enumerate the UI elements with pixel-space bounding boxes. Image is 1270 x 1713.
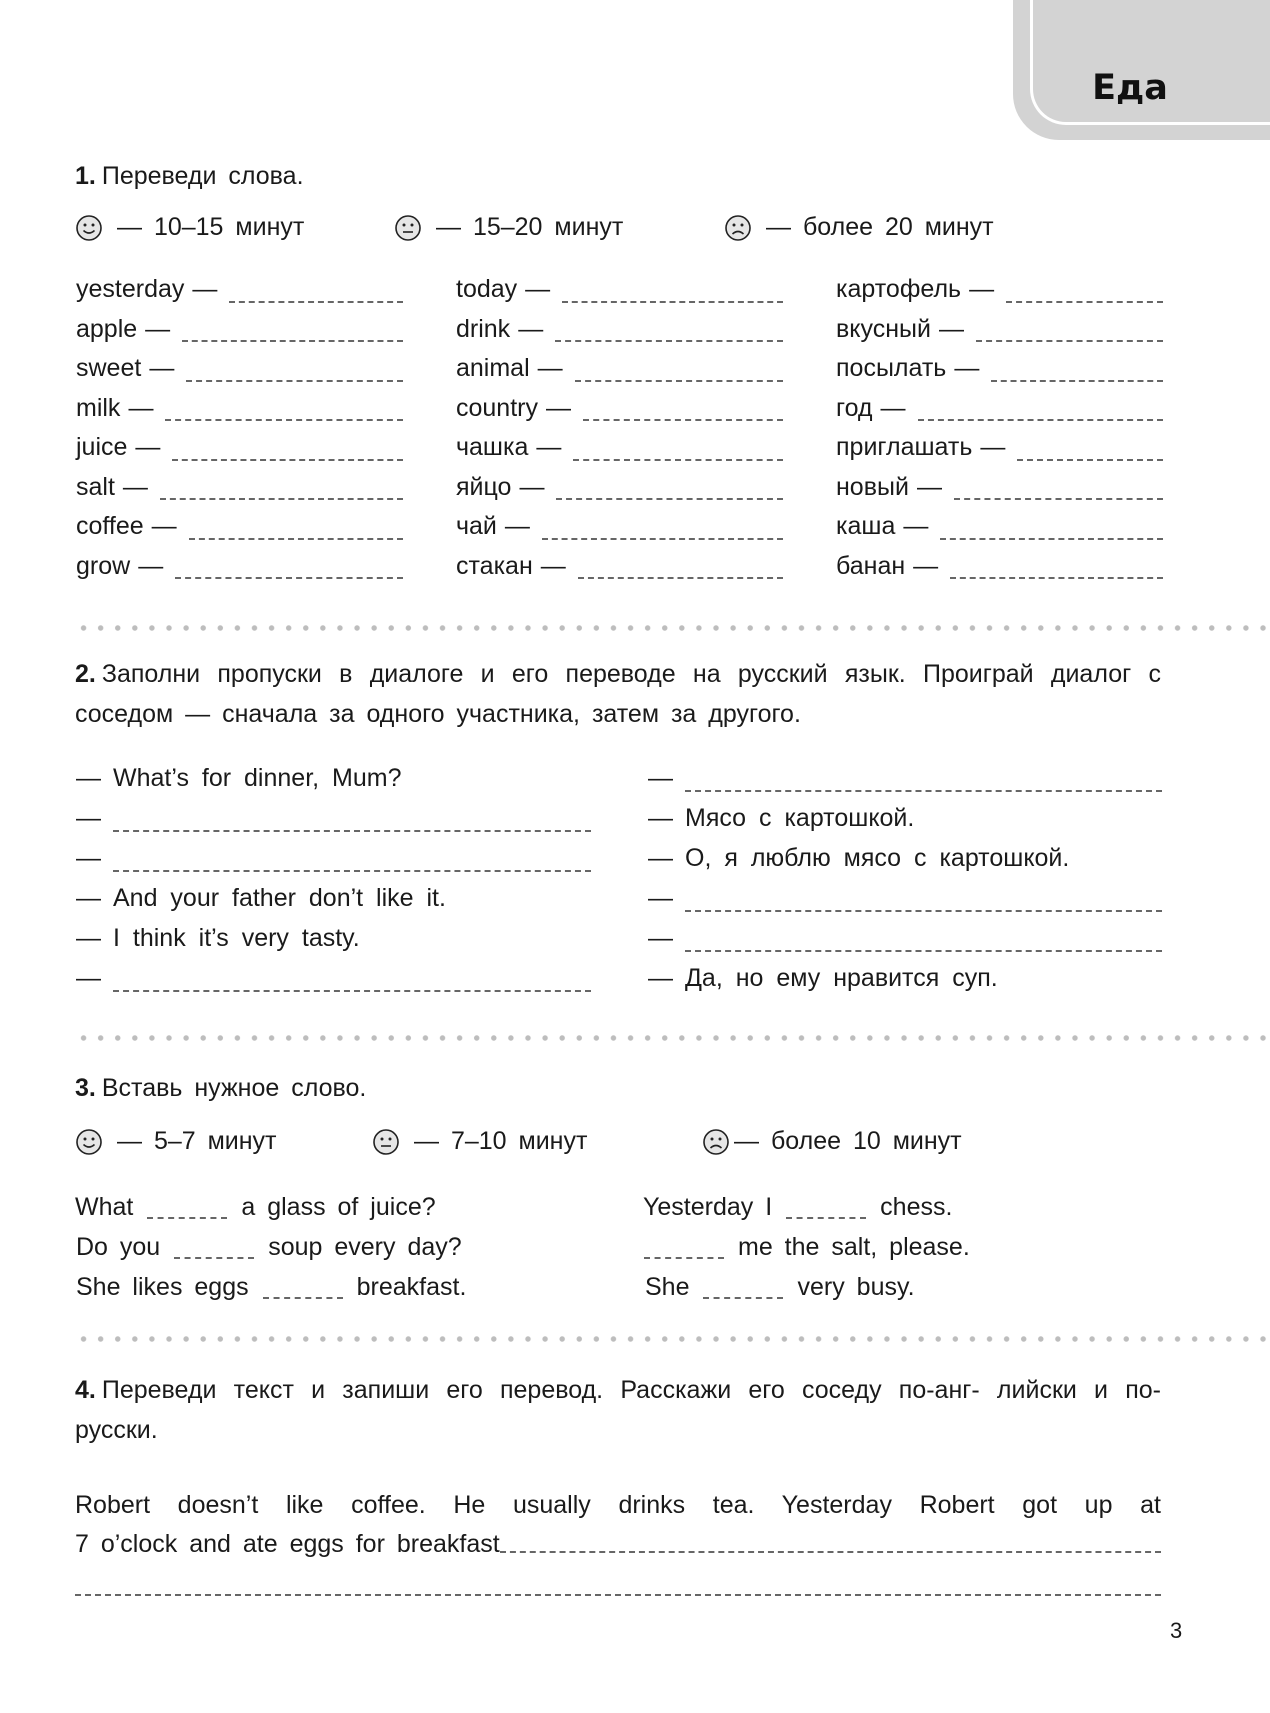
neutral-face-icon [394,214,422,242]
timing-text: — более 20 минут [766,213,994,241]
word-row: чай — [456,512,783,552]
dialogue-line: — What’s for dinner, Mum? [76,764,402,792]
word-row: новый — [836,473,1163,513]
task-1-title [75,156,304,196]
answer-blank[interactable] [991,380,1163,382]
word-row: каша — [836,512,1163,552]
task-2-text: Заполни пропуски в диалоге и его переводе на русский язык. Проиграй диалог с соседом — сначала за одного участника, затем за другого. [75,660,1161,728]
dialogue-line: — Мясо с картошкой. [648,804,915,832]
timing-text: — 10–15 минут [117,213,305,241]
answer-blank[interactable] [950,577,1163,579]
dialogue-line: — О, я люблю мясо с картошкой. [648,844,1070,872]
sad-face-icon [702,1128,730,1156]
task-1-timing-3 [724,213,994,242]
dialogue-line: — I think it’s very tasty. [76,924,360,952]
dialogue-russian [648,764,1162,1004]
word-row: salt — [76,473,403,513]
answer-blank[interactable] [644,1257,724,1259]
word-row: яйцо — [456,473,783,513]
task-1-timing-2 [394,213,623,242]
answer-blank[interactable] [160,498,403,500]
answer-blank[interactable] [229,301,403,303]
dialogue-english [76,764,591,1004]
timing-text: — 5–7 минут [117,1127,277,1155]
task-4-number: 4. [75,1376,96,1404]
answer-blank[interactable] [172,459,403,461]
page-number: 3 [1170,1618,1183,1643]
answer-blank[interactable] [562,301,783,303]
answer-blank[interactable] [1006,301,1163,303]
word-row: today — [456,275,783,315]
dialogue-line: — [648,924,1162,964]
answer-blank[interactable] [555,340,783,342]
answer-line[interactable] [75,1594,1161,1596]
dialogue-line: — [648,884,1162,924]
answer-blank[interactable] [263,1297,343,1299]
answer-blank[interactable] [542,538,783,540]
task-4-text: Переведи текст и запиши его перевод. Расскажи его соседу по-анг- лийски и по-русски. [75,1376,1161,1444]
answer-blank[interactable] [113,830,591,832]
answer-blank[interactable] [182,340,403,342]
word-row: coffee — [76,512,403,552]
timing-text: — 15–20 минут [436,213,624,241]
answer-blank[interactable] [556,498,783,500]
sentence-4: Yesterday I chess. [643,1193,953,1221]
word-row: apple — [76,315,403,355]
answer-blank[interactable] [189,538,403,540]
answer-blank[interactable] [500,1551,1161,1553]
word-row: juice — [76,433,403,473]
answer-blank[interactable] [578,577,783,579]
answer-blank[interactable] [685,910,1162,912]
task-1-text: Переведи слова. [101,162,304,190]
answer-blank[interactable] [583,419,783,421]
dialogue-line: — [648,764,1162,804]
answer-blank[interactable] [1017,459,1163,461]
dialogue-line: — And your father don’t like it. [76,884,446,912]
answer-blank[interactable] [174,1257,254,1259]
word-column-2 [456,275,783,591]
word-row: вкусный — [836,315,1163,355]
page-title: Еда [1092,68,1168,108]
answer-blank[interactable] [113,870,591,872]
smile-icon [75,214,103,242]
sentence-2: Do you soup every day? [76,1233,462,1261]
sentence-6: She very busy. [645,1273,915,1301]
answer-blank[interactable] [976,340,1163,342]
section-divider [75,1335,1270,1343]
answer-blank[interactable] [165,419,403,421]
answer-blank[interactable] [918,419,1163,421]
answer-blank[interactable] [786,1217,866,1219]
answer-blank[interactable] [940,538,1163,540]
timing-text: — 7–10 минут [414,1127,588,1155]
word-row: посылать — [836,354,1163,394]
answer-blank[interactable] [147,1217,227,1219]
word-row: milk — [76,394,403,434]
word-row: drink — [456,315,783,355]
task-3-title [75,1068,366,1108]
task-1-timing-1 [75,213,304,242]
word-row: картофель — [836,275,1163,315]
answer-blank[interactable] [113,990,591,992]
task-3-timing-2 [372,1127,587,1156]
section-divider [75,624,1270,632]
section-divider [75,1034,1270,1042]
word-row: sweet — [76,354,403,394]
sentence-5: me the salt, please. [630,1233,970,1262]
answer-blank[interactable] [186,380,403,382]
word-row: country — [456,394,783,434]
task-3-text: Вставь нужное слово. [101,1074,367,1102]
word-row: стакан — [456,552,783,592]
word-row: animal — [456,354,783,394]
neutral-face-icon [372,1128,400,1156]
word-row: grow — [76,552,403,592]
answer-blank[interactable] [685,950,1162,952]
timing-text: — более 10 минут [734,1127,962,1155]
task-1-number: 1. [75,162,96,190]
word-column-1 [76,275,403,591]
task-2-number: 2. [75,660,96,688]
dialogue-line: — [76,964,591,1004]
word-row: приглашать — [836,433,1163,473]
sentence-1: What a glass of juice? [75,1193,436,1221]
task-3-timing-3 [702,1127,962,1156]
answer-blank[interactable] [175,577,403,579]
answer-blank[interactable] [703,1297,783,1299]
sentence-3: She likes eggs breakfast. [76,1273,467,1301]
dialogue-line: — [76,804,591,844]
answer-blank[interactable] [685,790,1162,792]
answer-blank[interactable] [573,459,783,461]
task-4-title [75,1370,1161,1450]
smile-icon [75,1128,103,1156]
task-3-timing-1 [75,1127,277,1156]
dialogue-line: — [76,844,591,884]
task-4-text-block [75,1486,1161,1564]
text-line-1: Robert doesn’t like coffee. He usually drinks tea. Yesterday Robert got up at [75,1491,1161,1519]
task-3-number: 3. [75,1074,96,1102]
word-row: банан — [836,552,1163,592]
text-line-2: 7 o’clock and ate eggs for breakfast [75,1525,1161,1564]
task-2-title [75,654,1161,734]
word-column-3 [836,275,1163,591]
answer-blank[interactable] [575,380,783,382]
word-row: чашка — [456,433,783,473]
word-row: yesterday — [76,275,403,315]
sad-face-icon [724,214,752,242]
word-row: год — [836,394,1163,434]
dialogue-line: — Да, но ему нравится суп. [648,964,998,992]
answer-blank[interactable] [954,498,1163,500]
